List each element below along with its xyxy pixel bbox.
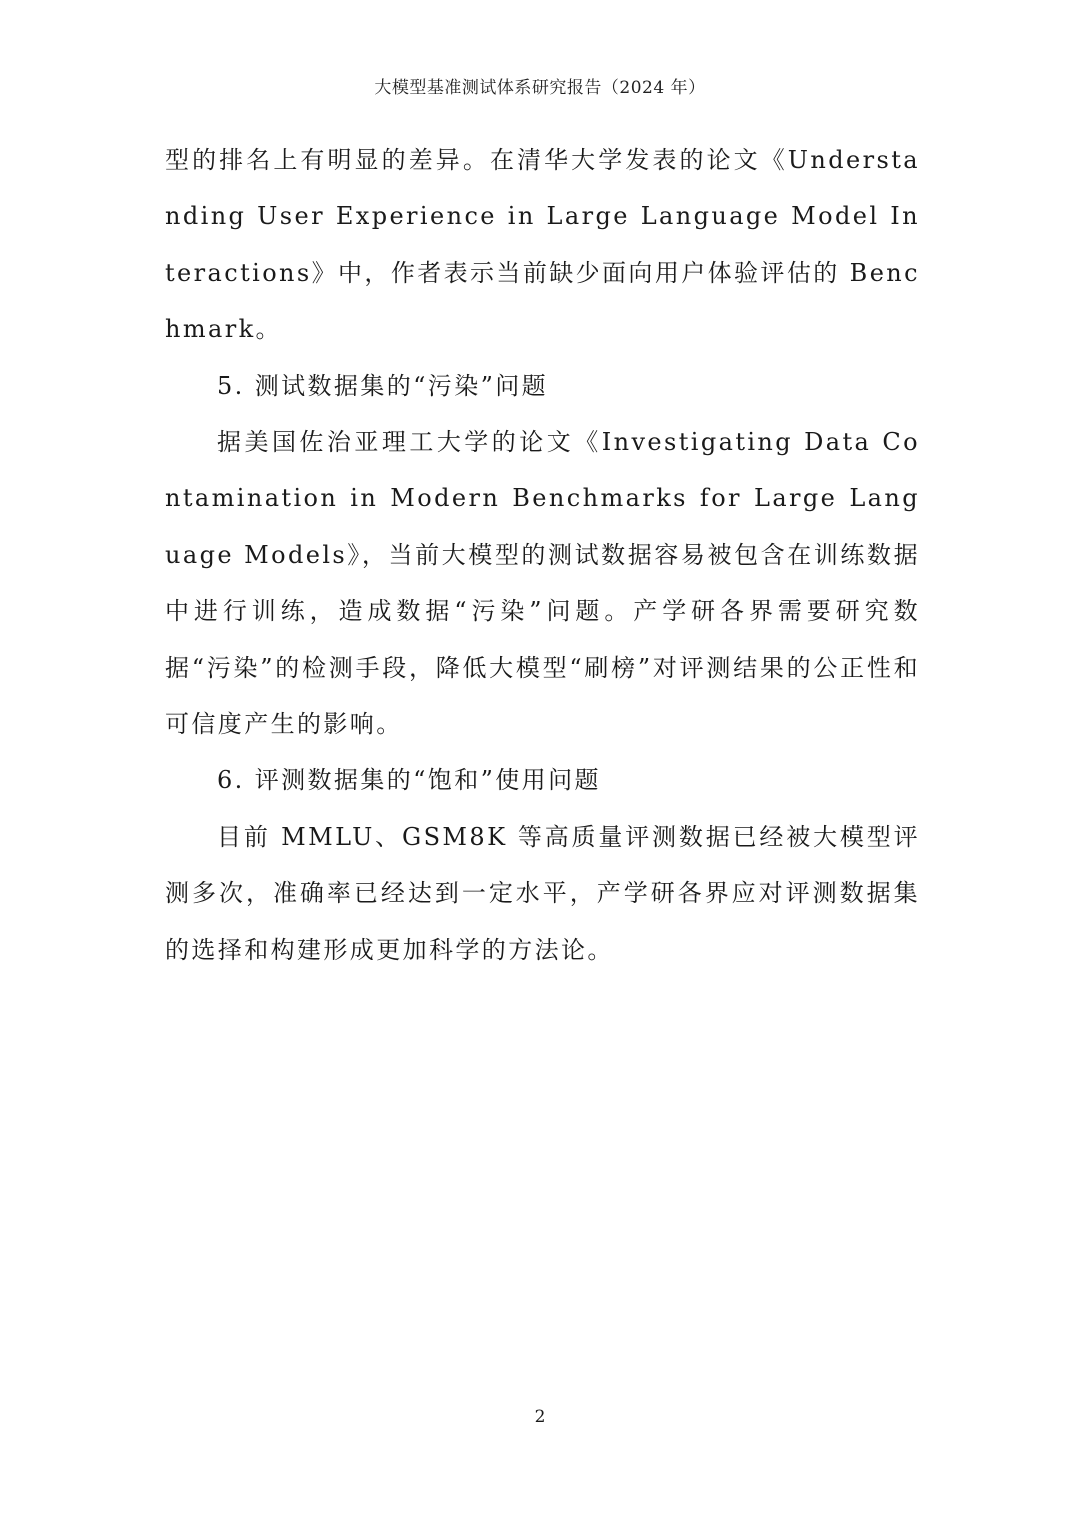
section-heading-5: 5. 测试数据集的“污染”问题 (217, 371, 549, 400)
paragraph-saturation: 目前 MMLU、GSM8K 等高质量评测数据已经被大模型评测多次，准确率已经达到一定水平，产学研各界应对评测数据集的选择和构建形成更加科学的方法论。 (165, 822, 920, 964)
section-heading-6: 6. 评测数据集的“饱和”使用问题 (217, 766, 601, 795)
paragraph-contamination: 据美国佐治亚理工大学的论文《Investigating Data Contamination in Modern Benchmarks for Large Language Models》，当前大模型的测试数据容易被包含在训练数据中进行训练，造成数据“污染”问题。产学研各界需要研究数据“污染”的检测手段，降低大模型“刷榜”对评测结果的公正性和可信度产生的影响。 (165, 428, 920, 739)
document-body (165, 132, 920, 978)
paragraph-continued: 型的排名上有明显的差异。在清华大学发表的论文《Understanding User Experience in Large Language Model Interactions》中，作者表示当前缺少面向用户体验评估的 Benchmark。 (165, 146, 920, 344)
running-header: 大模型基准测试体系研究报告（2024 年） (374, 78, 706, 98)
page-number: 2 (534, 1407, 546, 1427)
